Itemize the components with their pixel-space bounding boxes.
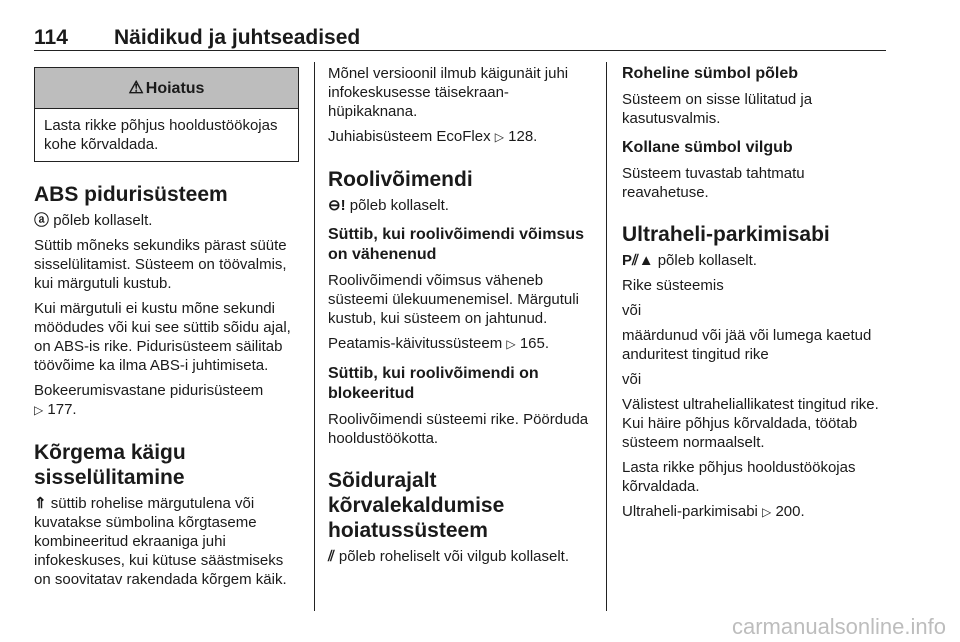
yellow-symbol-text: Süsteem tuvastab tahtmatu reavahetuse.	[622, 165, 805, 201]
warning-box	[34, 67, 299, 162]
lane-heading-line-3: hoiatussüsteem	[328, 519, 488, 542]
stop-start-ref	[328, 334, 596, 354]
lane-status-text: põleb roheliselt või vilgub kollaselt.	[338, 548, 570, 565]
parking-heading: Ultraheli-parkimisabi	[622, 223, 830, 246]
column-1	[34, 64, 299, 595]
gear-display-paragraph: Mõnel versioonil ilmub käigunäit juhi infokeskusesse täisekraan-hüpikaknana.	[328, 65, 569, 120]
gear-heading	[34, 440, 299, 490]
page-title: Näidikud ja juhtseadised	[114, 26, 361, 49]
ecoflex-ref-text: Juhiabisüsteem EcoFlex	[328, 128, 491, 145]
parking-fault-1: Rike süsteemis	[622, 277, 724, 294]
column-3	[622, 64, 894, 528]
lane-status	[328, 547, 596, 566]
stop-start-ref-text: Peatamis-käivitussüsteem	[328, 335, 503, 352]
yellow-symbol-heading: Kollane sümbol vilgub	[622, 139, 793, 156]
upshift-arrow-icon: ⇑	[34, 495, 47, 512]
abs-icon: ⓐ	[34, 212, 50, 229]
warning-triangle-icon: ⚠	[128, 78, 144, 97]
green-symbol-text: Süsteem on sisse lülitatud ja kasutusvalmis.	[622, 91, 813, 127]
abs-ref-text: Bokeerumisvastane pidurisüsteem	[34, 382, 264, 399]
parking-assist-icon: P⫽▲	[622, 252, 654, 269]
page-ref-icon: ▷	[762, 505, 772, 519]
page-header	[34, 26, 886, 50]
abs-paragraph-1: Süttib mõneks sekundiks pärast süüte sisselülitamist. Süsteem on töövalmis, kui märgutuli kustub.	[34, 237, 287, 292]
page-ref-icon: ▷	[506, 337, 516, 351]
parking-or-2: või	[622, 371, 642, 388]
gear-text	[34, 494, 299, 589]
warning-header	[35, 68, 298, 109]
steering-reduced-heading: Süttib, kui roolivõimendi võimsus on vähenenud	[328, 226, 585, 263]
gear-heading-line-1: Kõrgema käigu	[34, 441, 186, 464]
page-ref-icon: ▷	[494, 130, 504, 144]
parking-fault-2: määrdunud või jää või lumega kaetud anduritest tingitud rike	[622, 327, 872, 363]
header-rule	[34, 50, 886, 51]
parking-ref-text: Ultraheli-parkimisabi	[622, 503, 758, 520]
parking-status	[622, 251, 894, 270]
warning-title: Hoiatus	[145, 80, 205, 97]
lane-heading-line-2: kõrvalekaldumise	[328, 494, 505, 517]
parking-action: Lasta rikke põhjus hooldustöökojas kõrvaldada.	[622, 459, 856, 495]
steering-warning-icon: ⊖!	[328, 197, 346, 214]
steering-status	[328, 196, 596, 215]
abs-paragraph-2: Kui märgutuli ei kustu mõne sekundi möödudes või kui see süttib sõidu ajal, on ABS-is rike. Pidurisüsteem säilitab töövõime ka ilma ABS-i juhtimiseta.	[34, 300, 291, 374]
column-2	[328, 64, 596, 572]
ecoflex-ref-page: 128.	[508, 128, 538, 145]
watermark: carmanualsonline.info	[731, 614, 946, 639]
parking-status-text: põleb kollaselt.	[657, 252, 757, 269]
abs-heading: ABS pidurisüsteem	[34, 183, 228, 206]
steering-heading: Roolivõimendi	[328, 168, 473, 191]
steering-blocked-text: Roolivõimendi süsteemi rike. Pöörduda hooldustöökotta.	[328, 411, 589, 447]
lane-departure-icon: ⫽	[328, 548, 335, 565]
abs-paragraph-3	[34, 381, 299, 420]
steering-blocked-heading: Süttib, kui roolivõimendi on blokeeritud	[328, 365, 539, 402]
parking-fault-3: Välistest ultraheliallikatest tingitud rike. Kui häire põhjus kõrvaldada, töötab süsteem normaalselt.	[622, 396, 879, 451]
column-divider-1	[314, 62, 315, 611]
abs-status	[34, 211, 299, 230]
warning-text: Lasta rikke põhjus hooldustöökojas kohe kõrvaldada.	[44, 117, 278, 153]
parking-or-1: või	[622, 302, 642, 319]
green-symbol-heading: Roheline sümbol põleb	[622, 65, 799, 82]
page-number: 114	[34, 26, 68, 49]
ecoflex-ref	[328, 127, 596, 147]
column-divider-2	[606, 62, 607, 611]
steering-status-text: põleb kollaselt.	[349, 197, 449, 214]
gear-description: süttib rohelise märgutulena või kuvatakse sümbolina kõrgtaseme kombineeritud ekraaniga juhi infokeskuses, kui kütuse säästmiseks on soovitatav rakendada kõrgem käik.	[34, 495, 287, 588]
steering-reduced-text: Roolivõimendi võimsus väheneb süsteemi ülekuumenemisel. Märgutuli kustub, kui süsteem on jahtunud.	[328, 272, 579, 327]
lane-heading	[328, 468, 596, 543]
gear-heading-line-2: sisselülitamine	[34, 466, 185, 489]
abs-ref-page: 177.	[47, 401, 77, 418]
parking-ref	[622, 502, 894, 522]
page-ref-icon: ▷	[34, 403, 44, 417]
abs-status-text: põleb kollaselt.	[53, 212, 153, 229]
parking-ref-page: 200.	[775, 503, 805, 520]
stop-start-ref-page: 165.	[519, 335, 550, 352]
lane-heading-line-1: Sõidurajalt	[328, 469, 437, 492]
